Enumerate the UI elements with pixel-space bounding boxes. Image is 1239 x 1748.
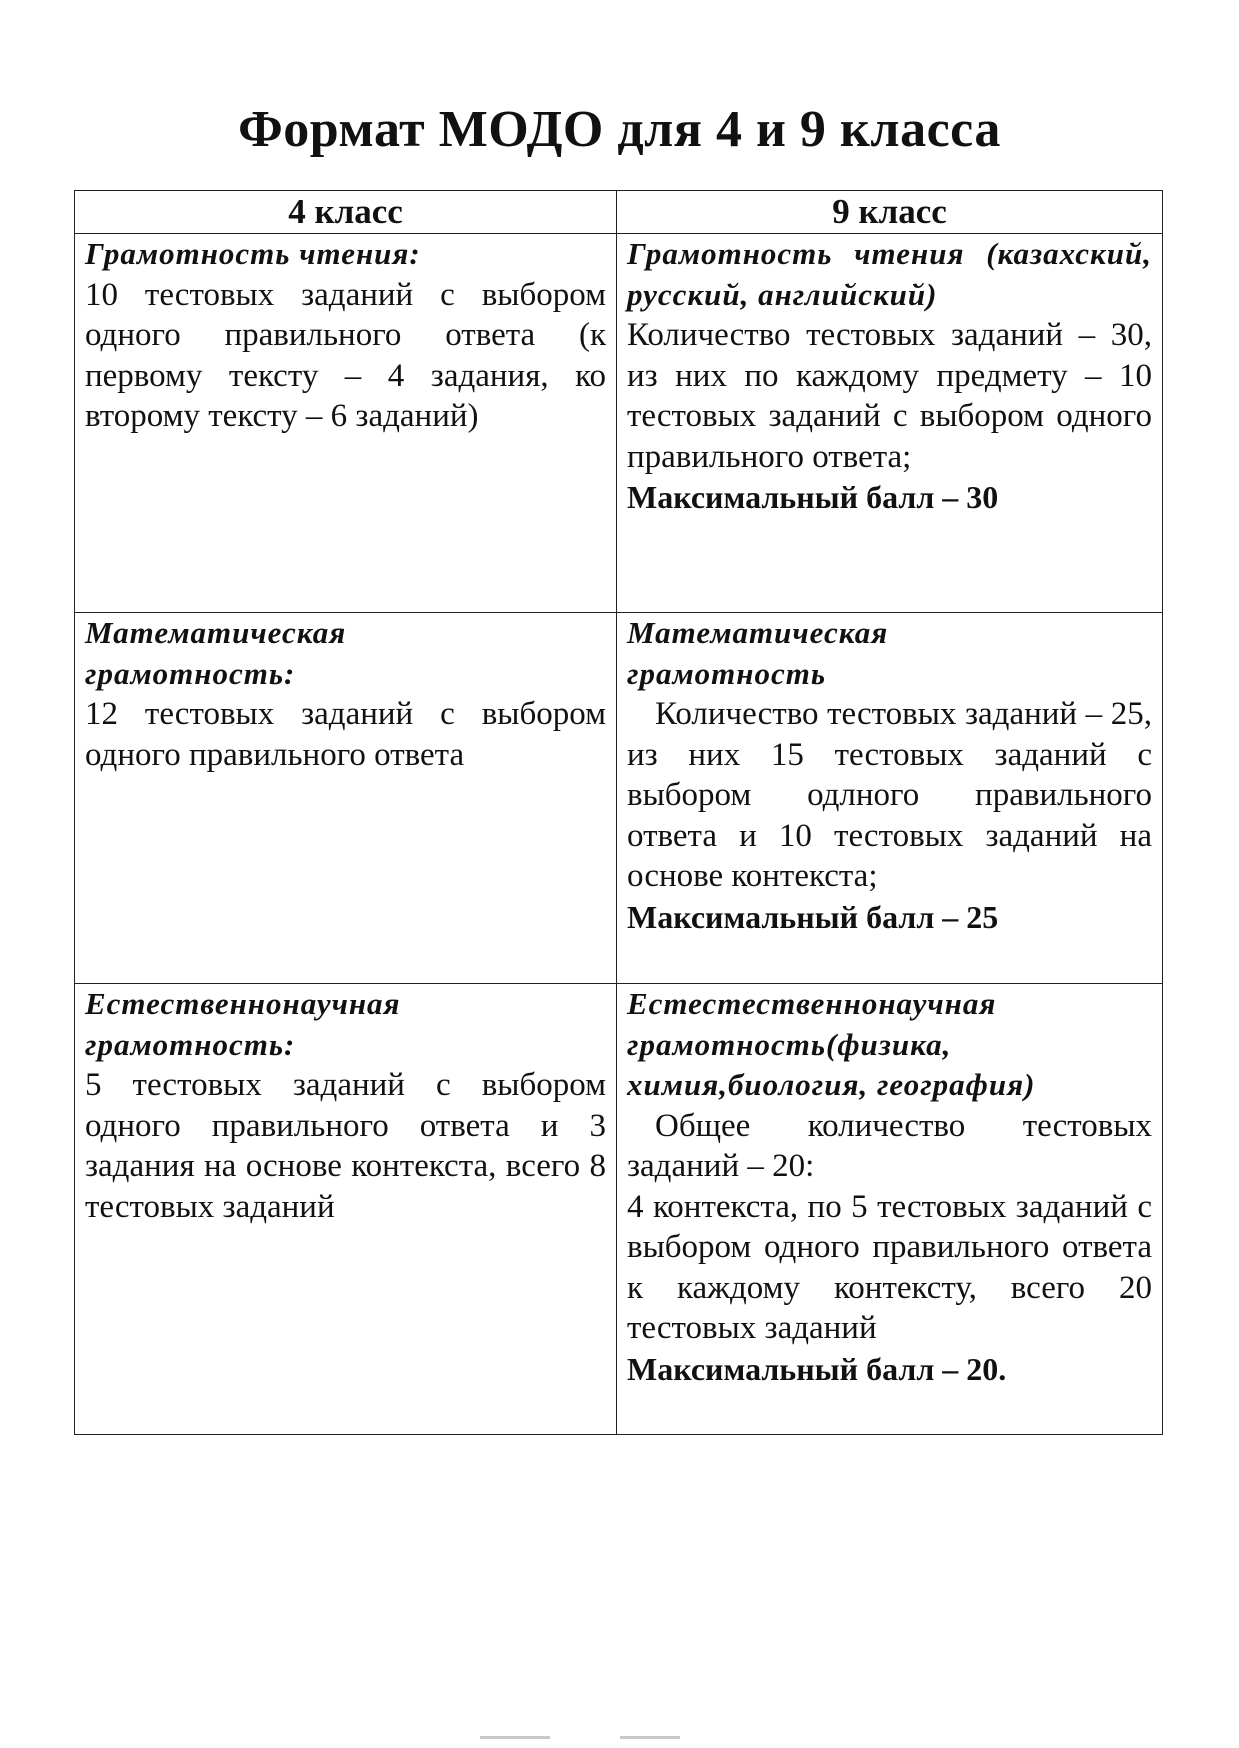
table-row-science [75, 984, 1163, 1435]
max-score: Максимальный балл – 30 [627, 479, 999, 515]
cell-grade4-reading [75, 234, 617, 613]
table-row-reading [75, 234, 1163, 613]
header-grade-9: 9 класс [617, 191, 1163, 234]
scan-mark [480, 1736, 550, 1739]
subject-title: Грамотность чтения: [85, 236, 421, 271]
cell-text: 5 тестовых заданий с выбором одного правильного ответа и 3 задания на основе контекста, всего 8 тестовых заданий [85, 1067, 606, 1225]
table-header-row [75, 191, 1163, 234]
subject-title: Естестественнонаучная грамотность(физика, химия,биология, география) [627, 986, 1036, 1102]
subject-title: Грамотность чтения (казахский, русский, английский) [627, 236, 1152, 312]
cell-grade9-science [617, 984, 1163, 1435]
cell-grade9-math [617, 613, 1163, 984]
cell-text: 4 контекста, по 5 тестовых заданий с выбором одного правильного ответа к каждому контексту, всего 20 тестовых заданий [627, 1188, 1152, 1346]
cell-grade4-math [75, 613, 617, 984]
scan-mark [620, 1736, 680, 1739]
subject-title: Естественнонаучная грамотность: [85, 986, 401, 1062]
subject-title: Математическая грамотность [627, 615, 889, 691]
cell-text: Количество тестовых заданий – 30, из них по каждому предмету – 10 тестовых заданий с выбором одного правильного ответа; [627, 317, 1152, 475]
cell-text: 12 тестовых заданий с выбором одного правильного ответа [85, 696, 606, 773]
max-score: Максимальный балл – 20. [627, 1350, 1007, 1387]
format-table [74, 190, 1163, 1435]
cell-text: Количество тестовых заданий – 25, из них 15 тестовых заданий с выбором одлного правильного ответа и 10 тестовых заданий на основе контекста; [627, 696, 1152, 894]
cell-text: 10 тестовых заданий с выбором одного правильного ответа (к первому тексту – 4 задания, ко второму тексту – 6 заданий) [85, 276, 606, 434]
max-score: Максимальный балл – 25 [627, 898, 999, 935]
table-row-math [75, 613, 1163, 984]
header-grade-4: 4 класс [75, 191, 617, 234]
cell-text: Общее количество тестовых заданий – 20: [627, 1107, 1152, 1184]
cell-grade9-reading [617, 234, 1163, 613]
subject-title: Математическая грамотность: [85, 615, 347, 691]
cell-grade4-science [75, 984, 617, 1435]
page-title: Формат МОДО для 4 и 9 класса [238, 101, 1001, 158]
scan-artifact [480, 1736, 700, 1742]
